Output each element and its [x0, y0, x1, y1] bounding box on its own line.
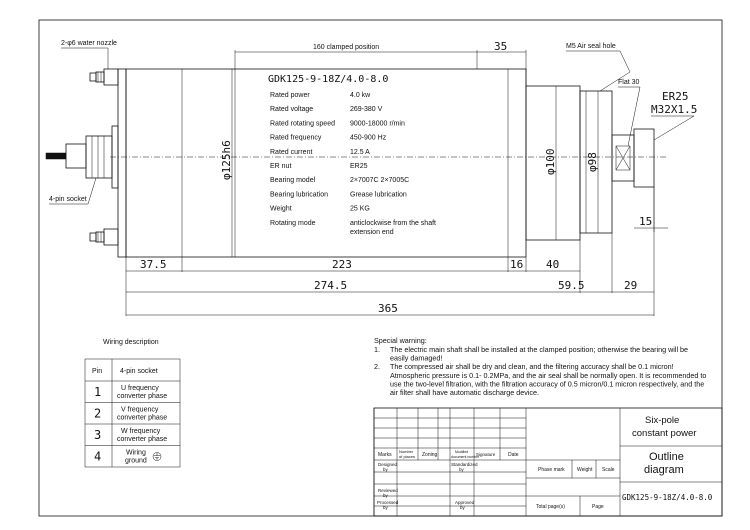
wiring-pin-number: 3: [94, 428, 102, 442]
tb-std-2: by: [459, 467, 464, 472]
spec-label: Weight: [270, 205, 292, 213]
water-nozzle-top: [90, 69, 118, 85]
warning-item-line: The compressed air shall be dry and clean, and the filtering accuracy shall be 0.1 micron!: [390, 362, 674, 372]
dim-98: φ98: [586, 152, 599, 172]
tb-outline-2: diagram: [644, 464, 684, 476]
callout-air-seal: M5 Air seal hole: [566, 43, 616, 50]
tb-reviewed-2: by: [383, 493, 388, 498]
socket-connector: [46, 126, 118, 188]
wiring-title: Wiring description: [103, 339, 159, 346]
spec-value: 450-900 Hz: [350, 134, 387, 142]
title-block: [374, 408, 722, 516]
dim-59: 59.5: [558, 279, 585, 292]
warning-item-line: use the two-level filtration, with the filtration accuracy of 0.5 micron/0.1 micron respectively, and the: [390, 379, 705, 389]
spec-value: 2×7007C 2×7005C: [350, 177, 410, 185]
dim-223: 223: [332, 258, 352, 271]
tb-page: Page: [592, 504, 604, 510]
spec-label: Bearing model: [270, 177, 316, 185]
tb-processed-2: by: [383, 505, 388, 510]
dim-16: 16: [510, 258, 524, 271]
spec-value: 12.5 A: [350, 148, 370, 156]
spec-value: 4.0 kw: [350, 92, 371, 99]
main-body: [126, 69, 526, 257]
tb-std-1: Standardized: [451, 462, 478, 467]
spec-table: [270, 92, 436, 236]
wiring-desc-line1: U frequency: [121, 385, 159, 392]
tb-drawing-no: GDK125-9-18Z/4.0-8.0: [622, 493, 713, 502]
spec-label: Rated power: [270, 92, 310, 99]
nose: [634, 129, 654, 187]
tb-zoning: Zoning: [422, 452, 438, 458]
length-dims: [126, 187, 654, 316]
dim-35: 35: [494, 40, 508, 53]
warning-item-number: 1.: [374, 345, 380, 354]
spec-value-line2: extension end: [350, 228, 394, 236]
spec-value: Grease lubrication: [350, 191, 407, 199]
callout-water-nozzle: 2-φ6 water nozzle: [61, 40, 117, 47]
dim-125: φ125h6: [220, 140, 233, 180]
spec-value: 269-380 V: [350, 106, 383, 114]
tb-designed-1: Designed: [378, 462, 398, 467]
wiring-pin-number: 1: [94, 385, 102, 399]
tb-processed-1: Processed: [377, 500, 399, 505]
water-nozzle-bottom: [90, 229, 118, 245]
callout-socket: 4-pin socket: [49, 196, 87, 203]
callout-flat: Flat 30: [618, 79, 640, 86]
tb-phase-mark: Phase mark: [538, 467, 565, 473]
spec-label: Rotating mode: [270, 219, 316, 227]
tb-mod-1: Modified: [455, 450, 469, 454]
tb-reviewed-1: Reviewed: [378, 488, 398, 493]
tb-approved-1: Approved: [455, 500, 475, 505]
spec-value: 9000-18000 r/min: [350, 120, 405, 128]
dim-100: φ100: [544, 148, 557, 175]
tb-num-places-2: of places: [399, 454, 416, 459]
tb-marks: Marks: [378, 452, 392, 458]
dim-15: 15: [639, 215, 653, 228]
tb-mod-2: document number: [451, 455, 480, 459]
wiring-table: [85, 359, 180, 467]
cable: [46, 153, 66, 159]
tb-date: Date: [508, 452, 519, 458]
warning-item-line: The electric main shaft shall be installed at the clamped position; otherwise the bearing will be: [390, 345, 689, 354]
tb-six-pole: Six-pole: [645, 415, 680, 426]
dim-clamped-label: 160 clamped position: [313, 44, 380, 51]
wiring-header-socket: 4-pin socket: [120, 368, 158, 375]
ground-icon: [153, 453, 161, 461]
tb-weight: Weight: [577, 467, 593, 473]
wiring-pin-number: 4: [94, 449, 102, 464]
tb-num-places-1: Number: [399, 449, 414, 454]
warning-item-line: Atmospheric pressure is 0.1- 0.2MPa, and the air seal shall be normally open. It is recommended to: [390, 370, 707, 380]
tb-approved-2: by: [460, 505, 465, 510]
dim-29: 29: [624, 279, 638, 292]
wiring-desc-line2: converter phase: [117, 436, 168, 443]
model-text: GDK125-9-18Z/4.0-8.0: [268, 74, 389, 85]
wiring-header-pin: Pin: [92, 368, 103, 375]
warning-item-number: 2.: [374, 362, 380, 372]
warning-item-line: easily damaged!: [390, 353, 443, 363]
tb-constant-power: constant power: [632, 428, 697, 439]
callout-er25: ER25: [662, 90, 689, 103]
spec-label: Rated rotating speed: [270, 120, 335, 128]
wiring-desc-line1: Wiring: [126, 449, 146, 457]
warning-title: Special warning:: [374, 336, 427, 345]
tb-scale: Scale: [602, 467, 615, 473]
tb-outline-1: Outline: [649, 451, 684, 463]
spec-value: anticlockwise from the shaft: [350, 219, 436, 227]
dim-365: 365: [378, 302, 398, 315]
spec-value: 25 KG: [350, 205, 370, 213]
wiring-desc-line2: converter phase: [117, 393, 168, 400]
spec-label: ER nut: [270, 163, 292, 170]
wiring-desc-line2: converter phase: [117, 414, 168, 422]
dim-274: 274.5: [314, 279, 348, 292]
spec-label: Rated current: [270, 148, 313, 156]
tb-total-pages: Total page(s): [536, 504, 565, 510]
spec-value: ER25: [350, 163, 368, 170]
callout-thread: M32X1.5: [651, 103, 698, 116]
tb-designed-2: by: [383, 467, 388, 472]
dim-40: 40: [546, 258, 560, 271]
spec-label: Bearing lubrication: [270, 191, 328, 199]
spec-label: Rated voltage: [270, 106, 314, 114]
wiring-desc-line1: W frequency: [121, 428, 161, 435]
tb-signature: Signature: [476, 452, 496, 457]
wiring-pin-number: 2: [94, 406, 102, 421]
dim-37: 37.5: [140, 258, 167, 271]
spec-label: Rated frequency: [270, 134, 322, 142]
wiring-desc-line2: ground: [125, 457, 147, 465]
rear-flange: [118, 69, 126, 257]
special-warning: [374, 336, 706, 397]
warning-item-line: air filter shall have automatic discharge device.: [390, 388, 540, 397]
wiring-desc-line1: V frequency: [121, 406, 159, 414]
